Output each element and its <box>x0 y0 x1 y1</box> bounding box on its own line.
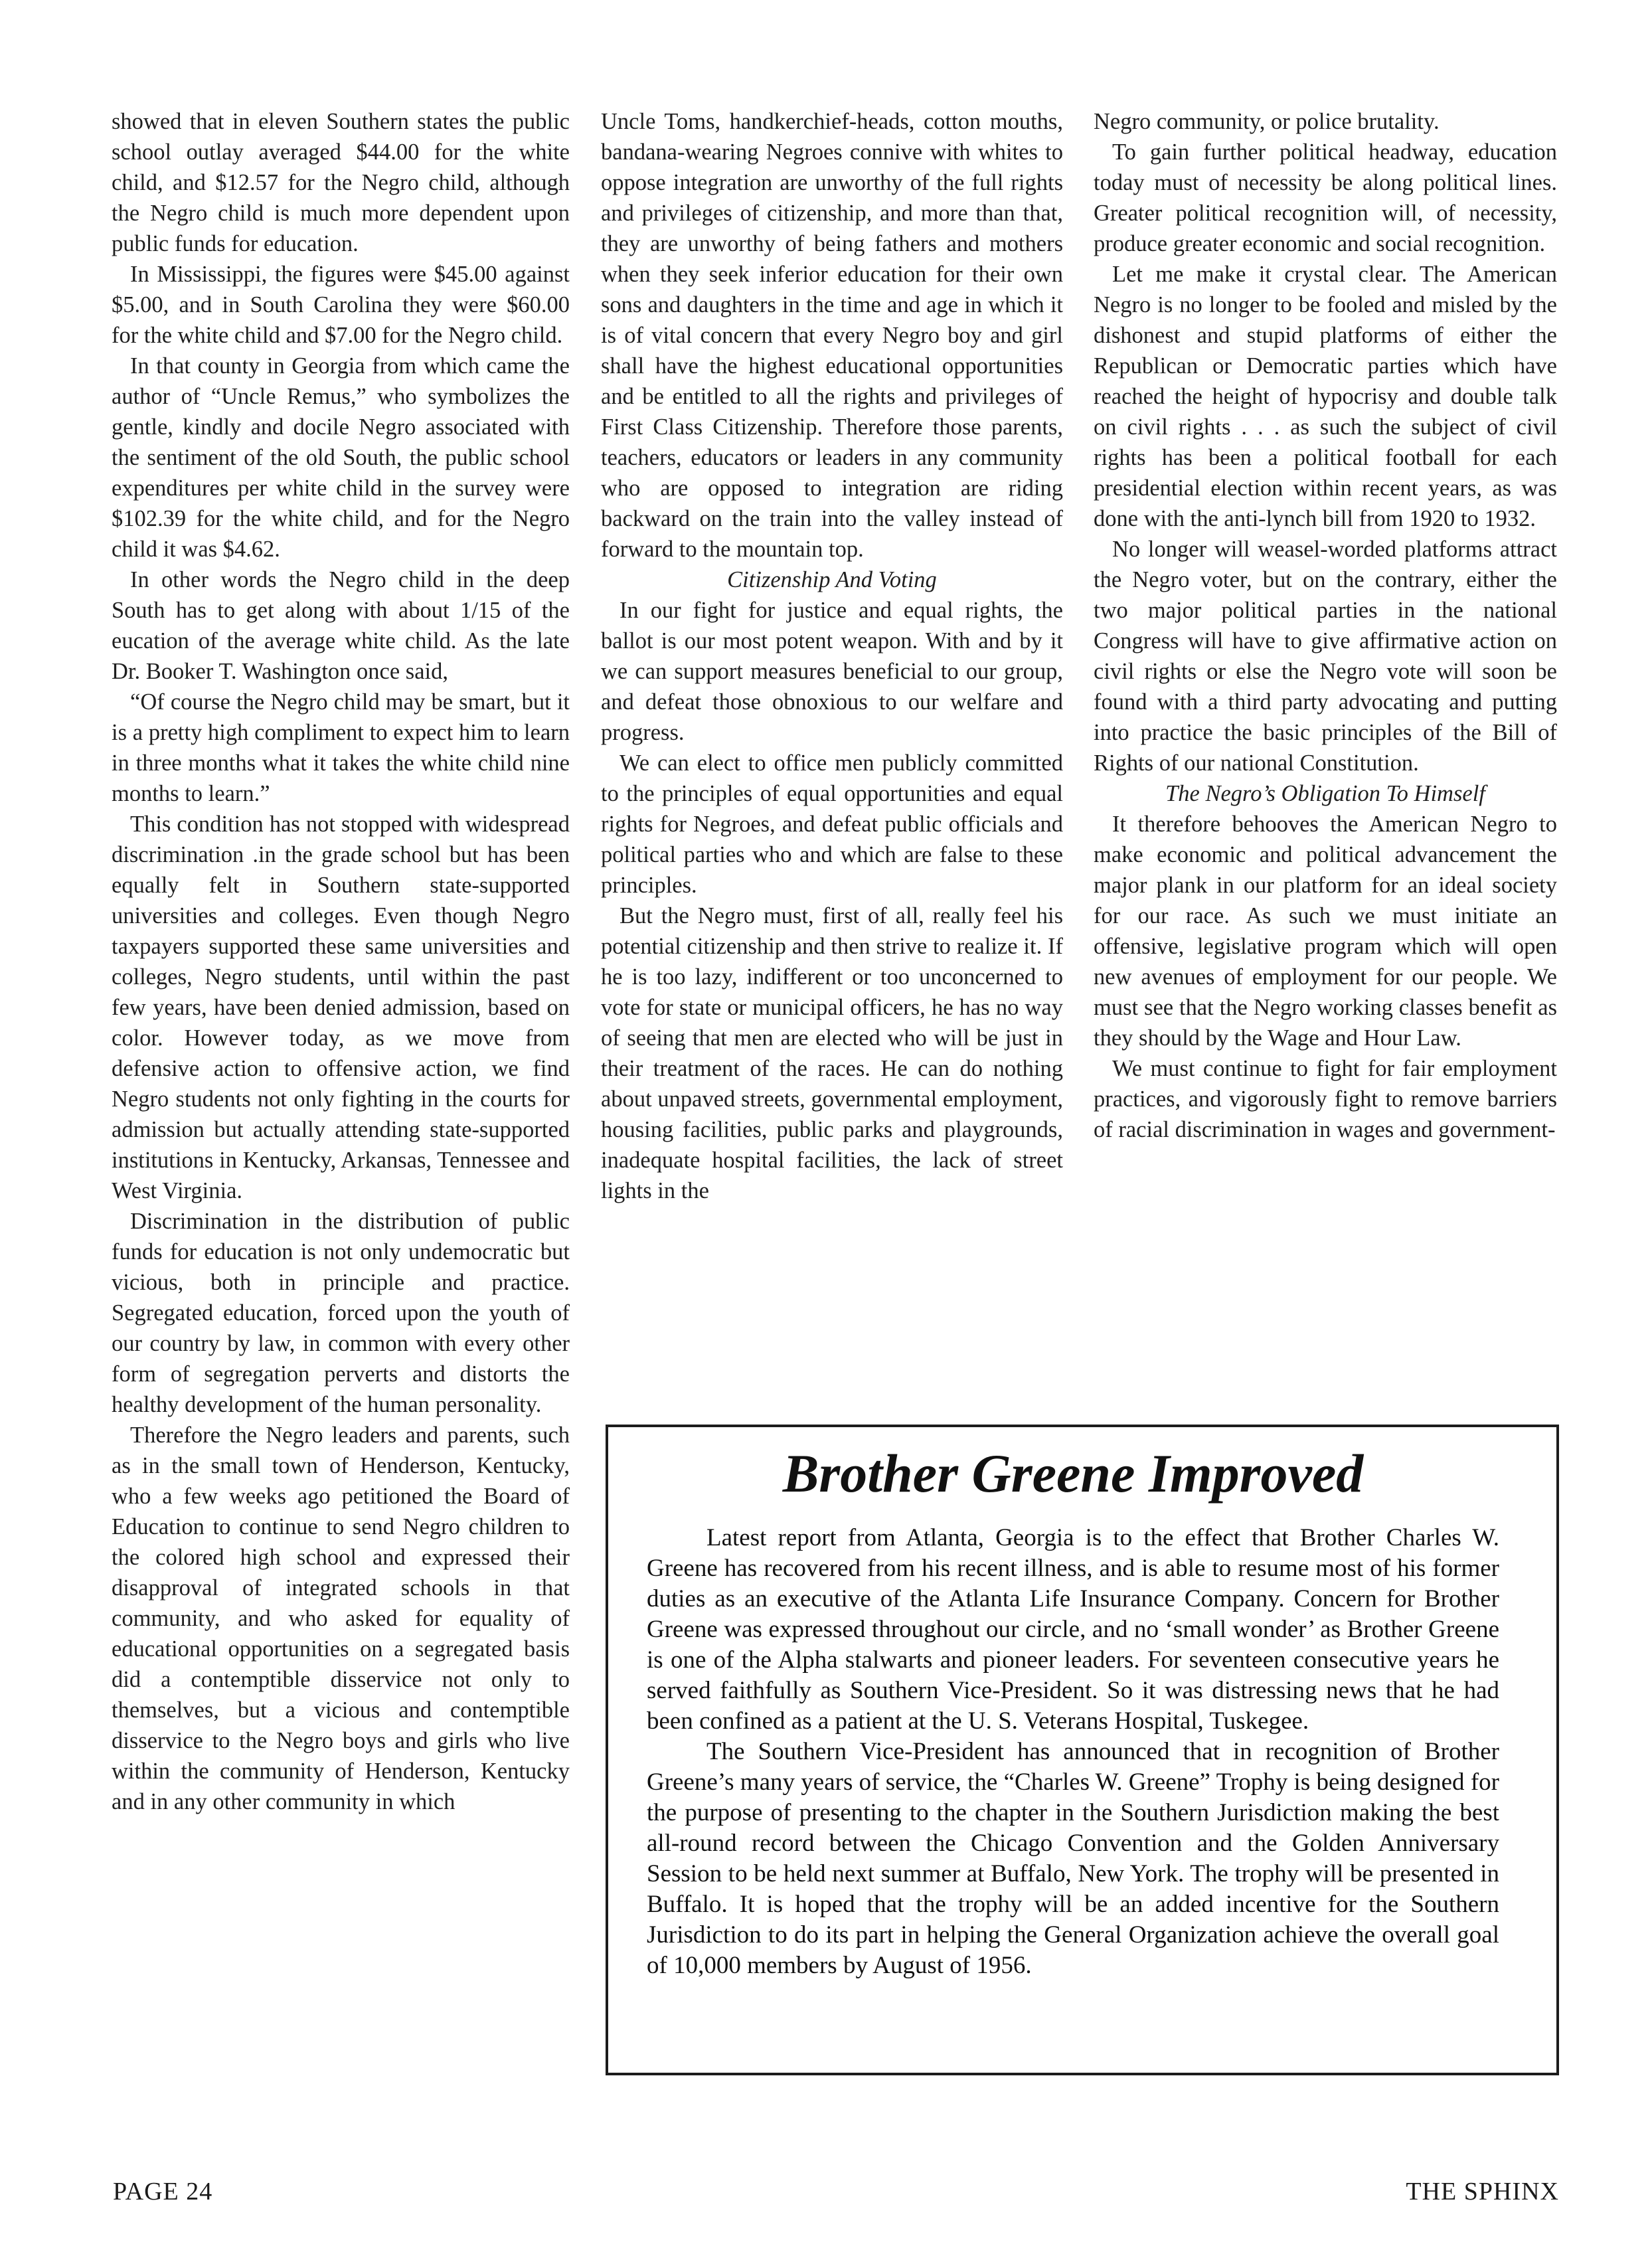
section-subheading: Citizenship And Voting <box>727 567 937 592</box>
article-paragraph: This condition has not stopped with widespread discrimination .in the grade school but has been equally felt in Southern state-supported universities and colleges. Even though Negro taxpayers supported these same universities and colleges, Negro students, until within the past few years, have been denied admission, based on color. However today, as we move from defensive action to offensive action, we find Negro students not only fighting in the courts for admission but actually attending state-supported institutions in Kentucky, Arkansas, Tennessee and West Virginia. <box>112 812 570 1203</box>
news-box-paragraph: The Southern Vice-President has announced that in recognition of Brother Greene’s many years of service, the “Charles W. Greene” Trophy is being designed for the purpose of presenting to the chapter in the Southern Jurisdiction making the best all-round record between the Chicago Convention and the Golden Anniversary Session to be held next summer at Buffalo, New York. The trophy will be presented in Buffalo. It is hoped that the trophy will be an added incentive for the Southern Jurisdiction to do its part in helping the General Organization achieve the overall goal of 10,000 members by August of 1956. <box>647 1738 1499 1979</box>
article-column-2 <box>601 106 1063 1335</box>
section-subheading: The Negro’s Obligation To Himself <box>1165 781 1485 806</box>
article-paragraph: But the Negro must, first of all, really feel his potential citizenship and then strive to realize it. If he is too lazy, indifferent or too unconcerned to vote for state or municipal officers, he has no way of seeing that men are elected who will be just in their treatment of the races. He can do nothing about unpaved streets, governmental employment, housing facilities, public parks and playgrounds, inadequate hospital facilities, the lack of street lights in the <box>601 903 1063 1203</box>
page-number: PAGE 24 <box>113 2178 213 2206</box>
publication-name: THE SPHINX <box>1406 2178 1559 2206</box>
news-box <box>606 1425 1559 2075</box>
news-box-title: Brother Greene Improved <box>782 1443 1364 1504</box>
article-paragraph: Uncle Toms, handkerchief-heads, cotton mouths, bandana-wearing Negroes connive with whites to oppose integration are unworthy of the full rights and privileges of citizenship, and more than that, they are unworthy of being fathers and mothers when they seek inferior education for their own sons and daughters in the time and age in which it is of vital concern that every Negro boy and girl shall have the highest educational opportunities and be entitled to all the rights and privileges of First Class Citizenship. Therefore those parents, teachers, educators or leaders in any community who are opposed to integration are riding backward on the train into the valley instead of forward to the mountain top. <box>601 109 1063 562</box>
article-paragraph: In that county in Georgia from which came the author of “Uncle Remus,” who symbolizes the gentle, kindly and docile Negro associated with the sentiment of the old South, the public school expenditures per white child in the survey were $102.39 for the white child, and for the Negro child it was $4.62. <box>112 353 570 562</box>
article-paragraph: To gain further political headway, education today must of necessity be along political lines. Greater political recognition will, of necessity, produce greater economic and social recognition. <box>1094 139 1557 256</box>
article-paragraph: We must continue to fight for fair employment practices, and vigorously fight to remove barriers of racial discrimination in wages and government- <box>1094 1056 1557 1142</box>
article-paragraph: Therefore the Negro leaders and parents, such as in the small town of Henderson, Kentucky, who a few weeks ago petitioned the Board of Education to continue to send Negro children to the colored high school and expressed their disapproval of integrated schools in that community, and who asked for equality of educational opportunities on a segregated basis did a contemptible disservice not only to themselves, but a vicious and contemptible disservice to the Negro boys and girls who live within the community of Henderson, Kentucky and in any other community in which <box>112 1423 570 1814</box>
article-column-3 <box>1094 106 1557 1335</box>
news-box-paragraph: Latest report from Atlanta, Georgia is to the effect that Brother Charles W. Greene has recovered from his recent illness, and is able to resume most of his former duties as an executive of the Atlanta Life Insurance Company. Concern for Brother Greene was expressed throughout our circle, and no ‘small wonder’ as Brother Greene is one of the Alpha stalwarts and pioneer leaders. For seventeen consecutive years he served faithfully as Southern Vice-President. So it was distressing news that he had been confined as a patient at the U. S. Veterans Hospital, Tuskegee. <box>647 1524 1499 1735</box>
article-paragraph: In other words the Negro child in the deep South has to get along with about 1/15 of the eucation of the average white child. As the late Dr. Booker T. Washington once said, <box>112 567 570 684</box>
article-paragraph: In Mississippi, the figures were $45.00 against $5.00, and in South Carolina they were $60.00 for the white child and $7.00 for the Negro child. <box>112 262 570 348</box>
article-paragraph: Negro community, or police brutality. <box>1094 109 1440 134</box>
article-paragraph: showed that in eleven Southern states the public school outlay averaged $44.00 for the white child, and $12.57 for the Negro child, although the Negro child is much more dependent upon public funds for education. <box>112 109 570 256</box>
article-paragraph: Discrimination in the distribution of public funds for education is not only undemocratic but vicious, both in principle and practice. Segregated education, forced upon the youth of our country by law, in common with every other form of segregation perverts and distorts the healthy development of the human personality. <box>112 1209 570 1417</box>
article-paragraph: It therefore behooves the American Negro to make economic and political advancement the major plank in our platform for an ideal society for our race. As such we must initiate an offensive, legislative program which will open new avenues of employment for our people. We must see that the Negro working classes benefit as they should by the Wage and Hour Law. <box>1094 812 1557 1051</box>
article-paragraph: Let me make it crystal clear. The American Negro is no longer to be fooled and misled by the dishonest and stupid platforms of either the Republican or Democratic parties which have reached the height of hypocrisy and double talk on civil rights . . . as such the subject of civil rights has been a political football for each presidential election within recent years, as was done with the anti-lynch bill from 1920 to 1932. <box>1094 262 1557 531</box>
article-quote: “Of course the Negro child may be smart, but it is a pretty high compliment to expect him to learn in three months what it takes the white child nine months to learn.” <box>112 689 570 806</box>
article-column-1 <box>112 106 570 2105</box>
article-paragraph: We can elect to office men publicly committed to the principles of equal opportunities and equal rights for Negroes, and defeat public officials and political parties who and which are false to these principles. <box>601 750 1063 898</box>
article-paragraph: In our fight for justice and equal rights, the ballot is our most potent weapon. With and by it we can support measures beneficial to our group, and defeat those obnoxious to our welfare and progress. <box>601 598 1063 745</box>
article-paragraph: No longer will weasel-worded platforms attract the Negro voter, but on the contrary, either the two major political parties in the national Congress will have to give affirmative action on civil rights or else the Negro vote will soon be found with a third party advocating and putting into practice the basic principles of the Bill of Rights of our national Constitution. <box>1094 537 1557 776</box>
